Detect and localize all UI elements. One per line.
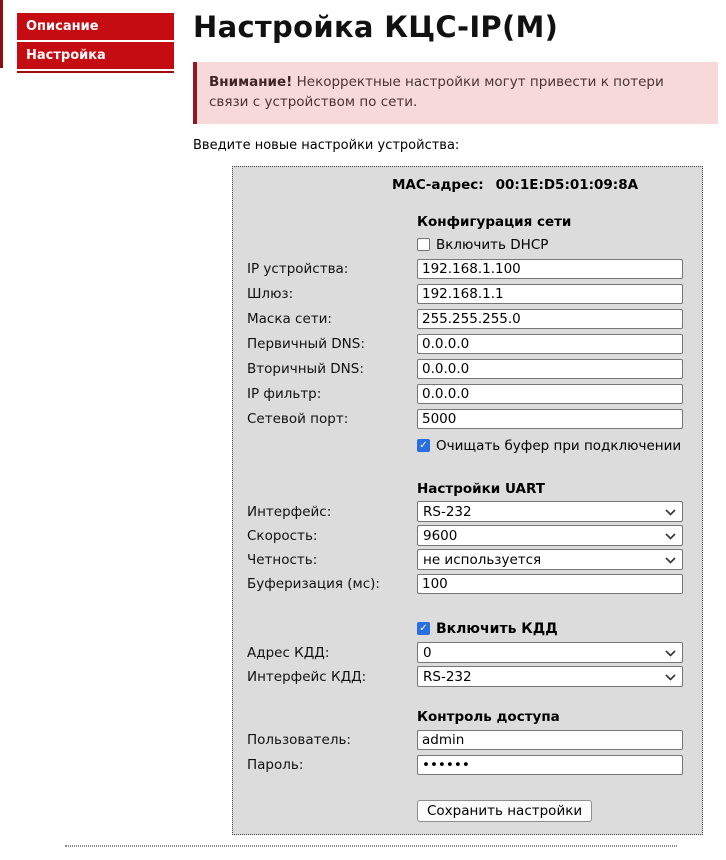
chevron-down-icon xyxy=(665,674,676,681)
clear-buffer-checkbox-label: Очищать буфер при подключении xyxy=(436,437,682,454)
field-row-gateway xyxy=(247,282,684,307)
network-port-label: Сетевой порт: xyxy=(247,411,349,427)
network-section-heading: Конфигурация сети xyxy=(417,213,572,230)
primary-dns-label: Первичный DNS: xyxy=(247,336,365,352)
kdd-interface-label: Интерфейс КДД: xyxy=(247,668,367,685)
field-row-ip-filter xyxy=(247,382,684,407)
device-ip-label: IP устройства: xyxy=(247,261,349,277)
field-row-username xyxy=(247,728,684,753)
password-input[interactable] xyxy=(417,755,683,775)
username-label: Пользователь: xyxy=(247,732,351,748)
dhcp-checkbox-label: Включить DHCP xyxy=(436,236,549,253)
dhcp-checkbox[interactable] xyxy=(417,238,430,251)
field-row-device-ip xyxy=(247,257,684,282)
kdd-address-select[interactable] xyxy=(417,642,683,663)
uart-section-heading: Настройки UART xyxy=(417,480,545,497)
kdd-interface-select[interactable] xyxy=(417,666,683,687)
sidebar-item-description[interactable]: Описание xyxy=(17,13,174,40)
access-section-heading: Контроль доступа xyxy=(417,708,560,725)
uart-interface-select[interactable] xyxy=(417,501,683,522)
warning-banner xyxy=(193,62,718,124)
kdd-address-label: Адрес КДД: xyxy=(247,644,330,661)
secondary-dns-label: Вторичный DNS: xyxy=(247,361,364,377)
chevron-down-icon xyxy=(665,557,676,564)
kdd-enable-checkbox-row xyxy=(417,620,684,638)
warning-emphasis: Внимание! xyxy=(209,74,293,90)
mac-address-row xyxy=(247,177,684,193)
field-row-uart-speed xyxy=(247,524,684,548)
secondary-dns-input[interactable] xyxy=(417,359,683,379)
uart-speed-select[interactable] xyxy=(417,525,683,546)
field-row-kdd-address xyxy=(247,641,684,665)
field-row-network-port xyxy=(247,407,684,432)
kdd-interface-value: RS-232 xyxy=(423,668,472,685)
kdd-enable-checkbox-label: Включить КДД xyxy=(436,620,558,637)
device-ip-input[interactable] xyxy=(417,259,683,279)
field-row-uart-interface xyxy=(247,500,684,524)
field-row-secondary-dns xyxy=(247,357,684,382)
bottom-divider xyxy=(65,845,677,847)
sidebar-item-settings[interactable]: Настройка xyxy=(17,42,174,69)
clear-buffer-checkbox[interactable] xyxy=(417,439,430,452)
chevron-down-icon xyxy=(665,533,676,540)
ip-filter-input[interactable] xyxy=(417,384,683,404)
dhcp-checkbox-row xyxy=(417,236,684,254)
gateway-input[interactable] xyxy=(417,284,683,304)
intro-text: Введите новые настройки устройства: xyxy=(193,137,460,153)
chevron-down-icon xyxy=(665,509,676,516)
field-row-uart-parity xyxy=(247,548,684,572)
uart-parity-label: Четность: xyxy=(247,551,318,568)
save-button-row xyxy=(417,800,684,822)
clear-buffer-checkbox-row xyxy=(417,437,684,455)
uart-interface-label: Интерфейс: xyxy=(247,503,332,520)
field-row-uart-buffering xyxy=(247,572,684,596)
chevron-down-icon xyxy=(665,650,676,657)
sidebar-bottom-rule xyxy=(17,71,174,73)
page-title: Настройка КЦС-IP(M) xyxy=(193,10,559,44)
uart-buffering-input[interactable] xyxy=(417,574,683,594)
network-port-input[interactable] xyxy=(417,409,683,429)
mac-address-label: МАС-адрес: xyxy=(392,176,484,193)
uart-speed-value: 9600 xyxy=(423,527,458,544)
field-row-netmask xyxy=(247,307,684,332)
main-content xyxy=(193,0,718,835)
mac-address-value: 00:1E:D5:01:09:8A xyxy=(495,176,639,193)
kdd-enable-checkbox[interactable] xyxy=(417,622,430,635)
netmask-input[interactable] xyxy=(417,309,683,329)
sidebar-menu xyxy=(17,13,174,73)
uart-speed-label: Скорость: xyxy=(247,527,318,544)
save-settings-button[interactable]: Сохранить настройки xyxy=(417,800,592,822)
field-row-kdd-interface xyxy=(247,665,684,689)
gateway-label: Шлюз: xyxy=(247,286,294,302)
primary-dns-input[interactable] xyxy=(417,334,683,354)
settings-form xyxy=(232,166,703,835)
field-row-password xyxy=(247,753,684,778)
password-label: Пароль: xyxy=(247,757,304,773)
warning-text: Некорректные настройки могут привести к потери связи с устройством по сети. xyxy=(209,74,664,111)
field-row-primary-dns xyxy=(247,332,684,357)
uart-buffering-label: Буферизация (мс): xyxy=(247,575,380,592)
sidebar-accent-strip xyxy=(0,0,3,68)
netmask-label: Маска сети: xyxy=(247,311,332,327)
uart-interface-value: RS-232 xyxy=(423,503,472,520)
kdd-address-value: 0 xyxy=(423,644,432,661)
ip-filter-label: IP фильтр: xyxy=(247,386,322,402)
uart-parity-select[interactable] xyxy=(417,549,683,570)
uart-parity-value: не используется xyxy=(423,551,542,568)
username-input[interactable] xyxy=(417,730,683,750)
